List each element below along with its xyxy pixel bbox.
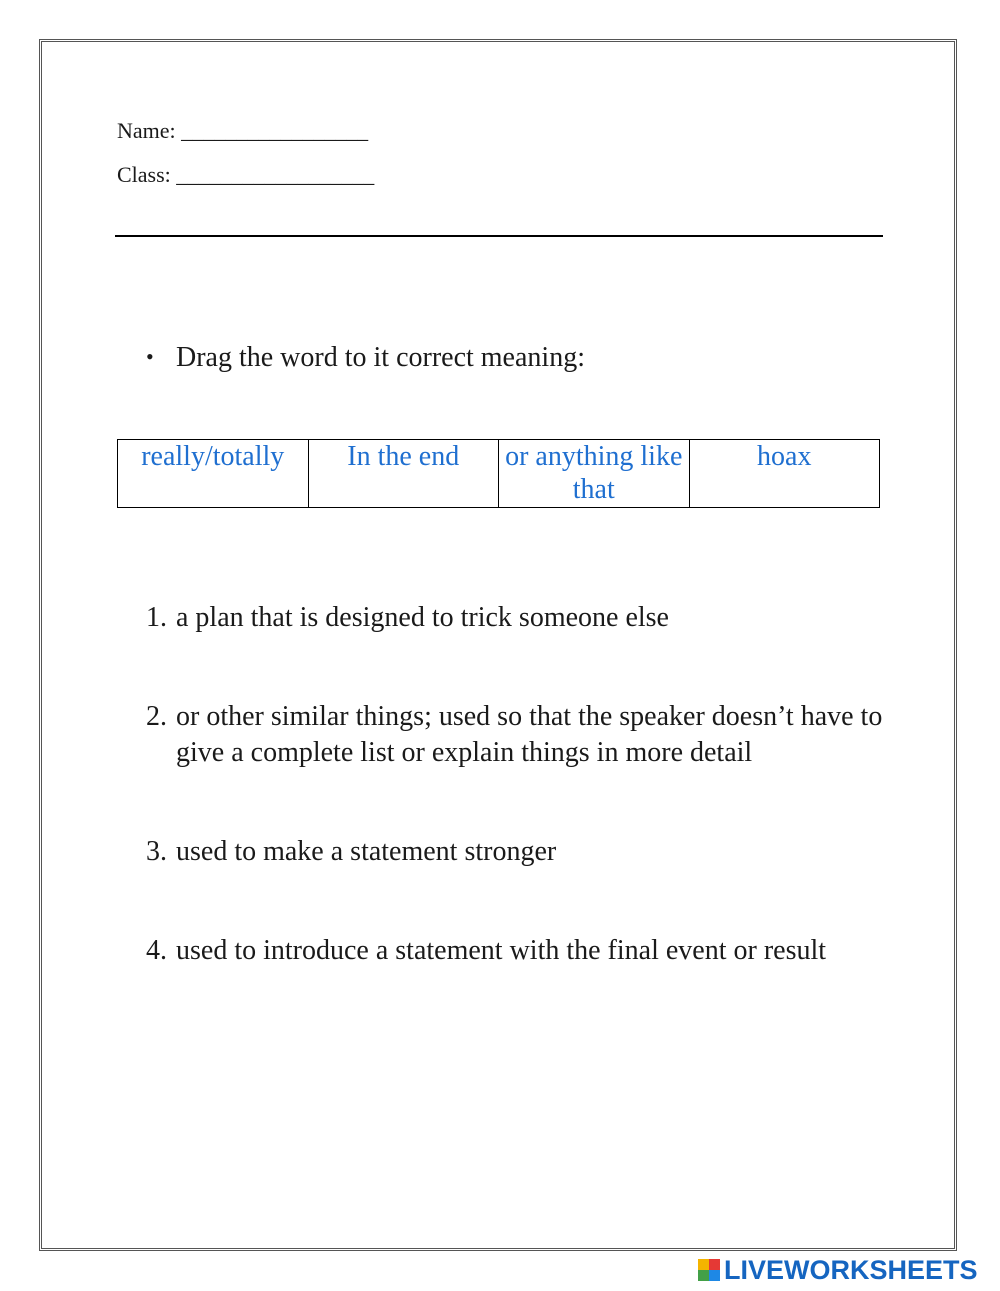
instruction-text: Drag the word to it correct meaning: xyxy=(176,342,585,373)
liveworksheets-logo xyxy=(698,1255,978,1285)
header-divider xyxy=(115,235,883,237)
definition-item[interactable] xyxy=(146,699,886,771)
definition-item[interactable] xyxy=(146,600,886,636)
liveworksheets-logo-text: LIVEWORKSHEETS xyxy=(724,1254,978,1285)
definition-text: a plan that is designed to trick someone else xyxy=(176,602,669,633)
definition-text: used to make a statement stronger xyxy=(176,836,557,867)
word-bank xyxy=(117,439,880,508)
word-card-or-anything-like-that[interactable]: or anything like that xyxy=(499,440,690,508)
name-field-label: Name: _________________ xyxy=(117,118,369,143)
definition-list xyxy=(146,600,886,969)
definition-number: 1. xyxy=(146,602,167,633)
instruction xyxy=(146,340,585,375)
liveworksheets-logo-icon xyxy=(698,1259,720,1281)
definition-text: used to introduce a statement with the final event or result xyxy=(176,935,827,966)
definition-text: or other similar things; used so that the speaker doesn’t have to give a complete list or explain things in more detail xyxy=(176,701,883,768)
definition-item[interactable] xyxy=(146,834,886,870)
definition-number: 3. xyxy=(146,836,167,867)
bullet-icon: • xyxy=(146,344,154,369)
word-card-in-the-end[interactable]: In the end xyxy=(308,440,499,508)
definition-number: 4. xyxy=(146,935,167,966)
word-card-really-totally[interactable]: really/totally xyxy=(118,440,309,508)
definition-item[interactable] xyxy=(146,933,886,969)
definition-number: 2. xyxy=(146,701,167,732)
word-card-hoax[interactable]: hoax xyxy=(689,440,880,508)
class-field-label: Class: __________________ xyxy=(117,162,375,187)
